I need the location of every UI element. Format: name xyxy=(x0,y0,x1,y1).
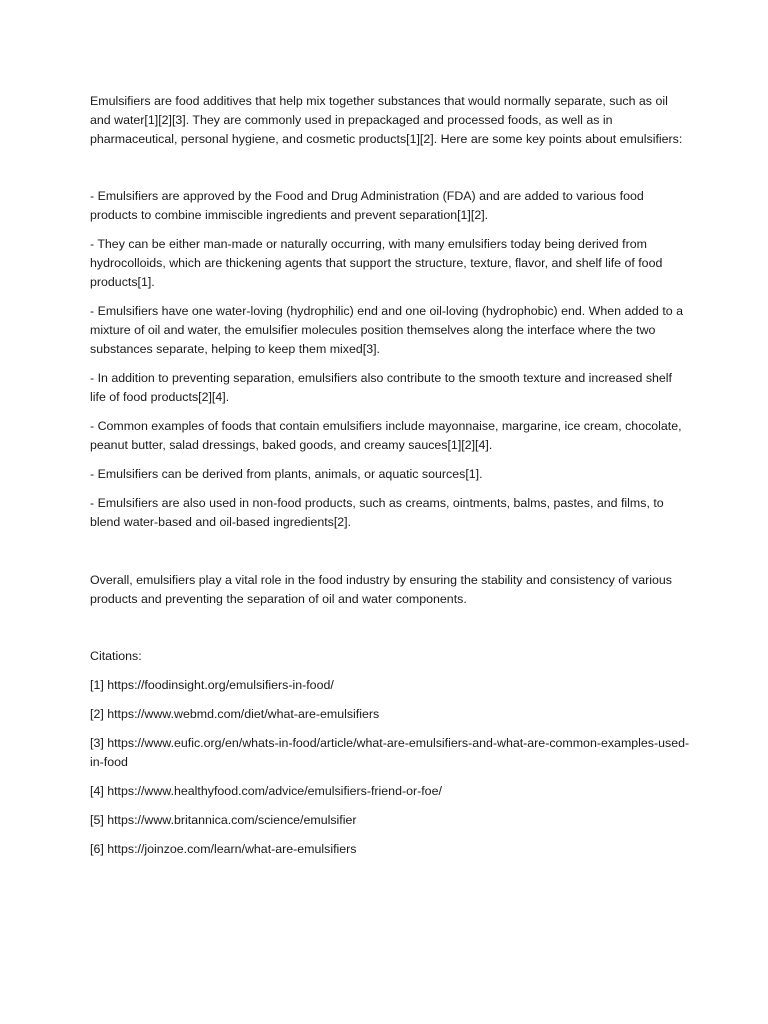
citation-6: [6] https://joinzoe.com/learn/what-are-emulsifiers xyxy=(90,842,357,856)
citation-5: [5] https://www.britannica.com/science/emulsifier xyxy=(90,813,357,827)
citation-2: [2] https://www.webmd.com/diet/what-are-emulsifiers xyxy=(90,707,380,721)
key-point-approval: - Emulsifiers are approved by the Food and Drug Administration (FDA) and are added to various food products to combine immiscible ingredients and prevent separation[1][2]. xyxy=(90,189,644,222)
citation-1: [1] https://foodinsight.org/emulsifiers-in-food/ xyxy=(90,678,334,692)
key-point-examples: - Common examples of foods that contain emulsifiers include mayonnaise, margarine, ice cream, chocolate, peanut butter, salad dressings, baked goods, and creamy sauces[1][2][4]. xyxy=(90,419,682,452)
key-point-texture: - In addition to preventing separation, emulsifiers also contribute to the smooth texture and increased shelf life of food products[2][4]. xyxy=(90,371,673,404)
conclusion-paragraph: Overall, emulsifiers play a vital role in the food industry by ensuring the stability and consistency of various products and preventing the separation of oil and water components. xyxy=(90,573,672,606)
citation-4: [4] https://www.healthyfood.com/advice/emulsifiers-friend-or-foe/ xyxy=(90,784,442,798)
citations-heading: Citations: xyxy=(90,649,142,663)
key-point-structure: - Emulsifiers have one water-loving (hydrophilic) end and one oil-loving (hydrophobic) end. When added to a mixture of oil and water, the emulsifier molecules position themselves along the interface where the two substances separate, helping to keep them mixed[3]. xyxy=(90,304,684,356)
key-point-origin: - They can be either man-made or naturally occurring, with many emulsifiers today being derived from hydrocolloids, which are thickening agents that support the structure, texture, flavor, and shelf life of food products[1]. xyxy=(90,237,663,289)
intro-paragraph: Emulsifiers are food additives that help mix together substances that would normally separate, such as oil and water[1][2][3]. They are commonly used in prepackaged and processed foods, as well as in pharmaceutical, personal hygiene, and cosmetic products[1][2]. Here are some key points about emulsifiers: xyxy=(90,94,683,146)
key-point-non-food: - Emulsifiers are also used in non-food products, such as creams, ointments, balms, pastes, and films, to blend water-based and oil-based ingredients[2]. xyxy=(90,496,664,529)
document-body xyxy=(90,92,690,869)
citation-3: [3] https://www.eufic.org/en/whats-in-food/article/what-are-emulsifiers-and-what-are-common-examples-used-in-food xyxy=(90,736,690,769)
key-point-sources: - Emulsifiers can be derived from plants, animals, or aquatic sources[1]. xyxy=(90,467,483,481)
